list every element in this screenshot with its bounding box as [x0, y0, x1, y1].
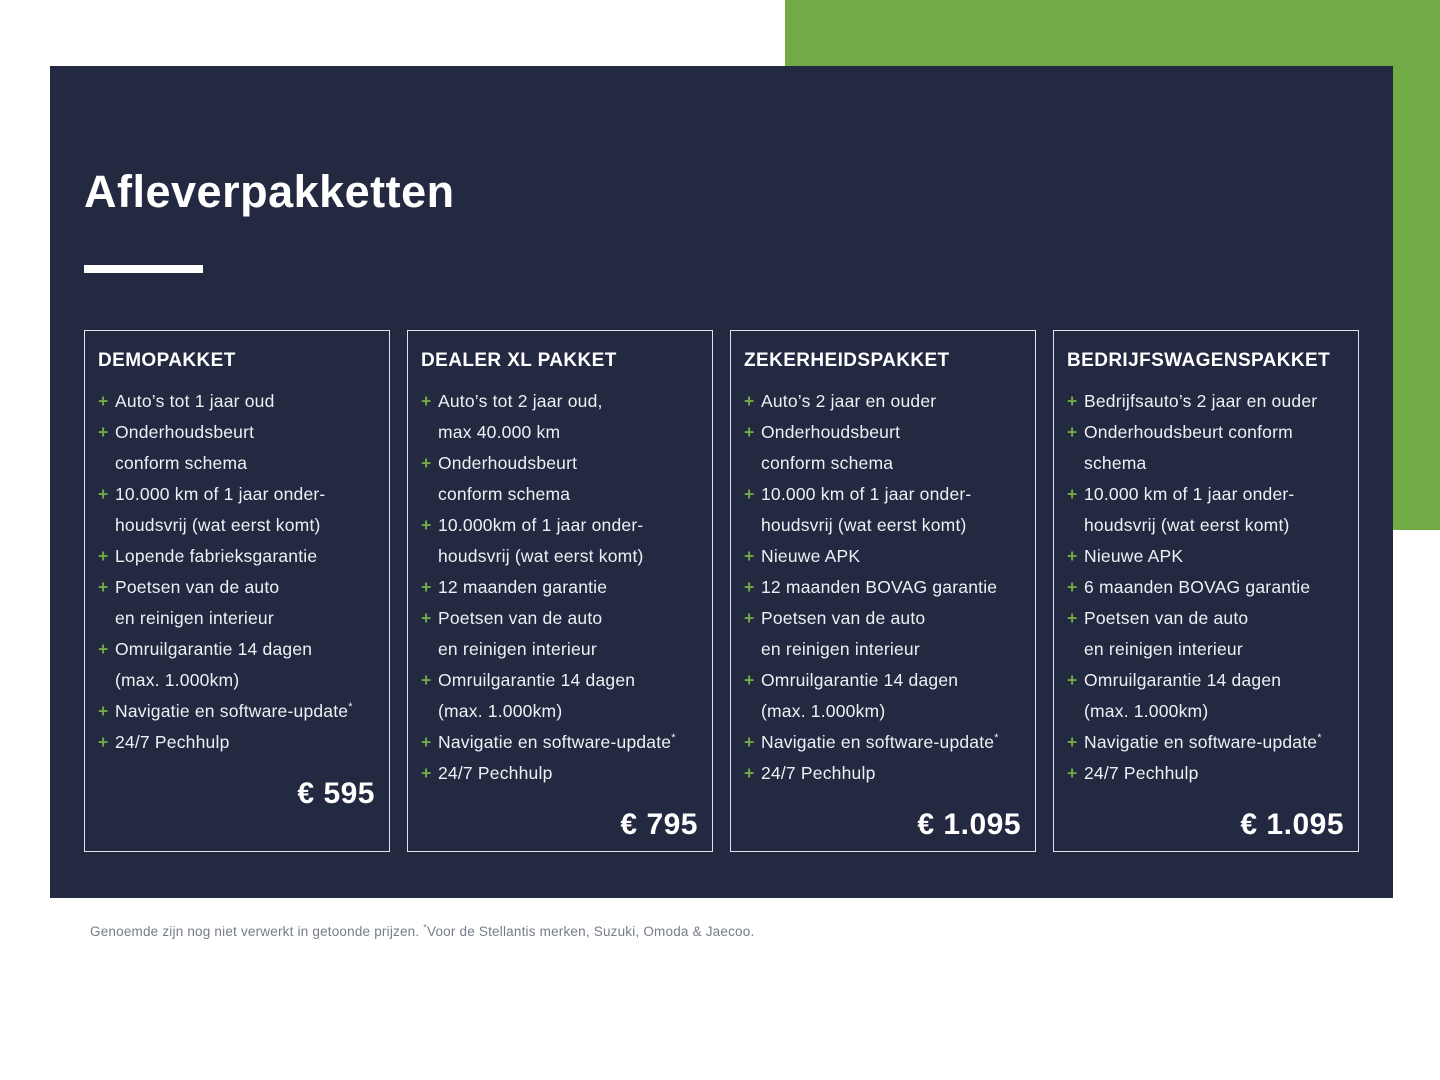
feature-text: Onderhoudsbeurt: [438, 453, 578, 473]
feature-text: (max. 1.000km): [1084, 701, 1209, 721]
feature-text: en reinigen interieur: [115, 608, 274, 628]
feature-item: [98, 634, 375, 665]
feature-list: [1067, 386, 1344, 789]
package-price: € 795: [620, 808, 698, 841]
feature-text: Omruilgarantie 14 dagen: [438, 670, 636, 690]
feature-text: schema: [1084, 453, 1147, 473]
plus-icon: +: [1067, 546, 1078, 566]
plus-icon: +: [98, 701, 109, 721]
feature-text: Navigatie en software-update*: [115, 701, 353, 721]
feature-item: [98, 572, 375, 603]
plus-icon: +: [744, 391, 755, 411]
plus-icon: +: [98, 577, 109, 597]
feature-text: conform schema: [438, 484, 571, 504]
plus-icon: +: [98, 391, 109, 411]
plus-spacer: [1067, 448, 1084, 479]
feature-text: 10.000km of 1 jaar onder-: [438, 515, 644, 535]
package-price: € 595: [297, 777, 375, 810]
feature-item: [1067, 727, 1344, 758]
feature-item-continuation: [744, 634, 1021, 665]
feature-text: (max. 1.000km): [761, 701, 886, 721]
plus-icon: +: [421, 670, 432, 690]
feature-item: [744, 541, 1021, 572]
feature-item: [421, 665, 698, 696]
feature-item: [744, 572, 1021, 603]
plus-icon: +: [1067, 391, 1078, 411]
plus-icon: +: [744, 608, 755, 628]
feature-item: [421, 603, 698, 634]
feature-text: 10.000 km of 1 jaar onder-: [115, 484, 326, 504]
feature-text: 6 maanden BOVAG garantie: [1084, 577, 1311, 597]
feature-text: en reinigen interieur: [761, 639, 920, 659]
package-title: DEALER XL PAKKET: [421, 350, 617, 371]
plus-icon: +: [1067, 608, 1078, 628]
feature-item: [421, 727, 698, 758]
feature-text: Navigatie en software-update*: [438, 732, 676, 752]
plus-icon: +: [98, 639, 109, 659]
feature-item: [1067, 386, 1344, 417]
package-title: DEMOPAKKET: [98, 350, 236, 371]
feature-item: [421, 510, 698, 541]
plus-spacer: [421, 417, 438, 448]
title-underline: [84, 265, 203, 273]
feature-text: Auto’s tot 2 jaar oud,: [438, 391, 603, 411]
feature-item: [744, 386, 1021, 417]
feature-item: [744, 603, 1021, 634]
feature-text: 24/7 Pechhulp: [761, 763, 876, 783]
feature-item: [98, 417, 375, 448]
plus-icon: +: [421, 732, 432, 752]
feature-item: [421, 448, 698, 479]
feature-text: Omruilgarantie 14 dagen: [761, 670, 959, 690]
feature-text: Lopende fabrieksgarantie: [115, 546, 318, 566]
plus-icon: +: [421, 577, 432, 597]
plus-spacer: [421, 541, 438, 572]
package-price: € 1.095: [1240, 808, 1344, 841]
feature-item: [744, 758, 1021, 789]
feature-item: [98, 696, 375, 727]
plus-icon: +: [1067, 577, 1078, 597]
feature-item: [98, 727, 375, 758]
feature-item: [1067, 417, 1344, 448]
feature-text: Navigatie en software-update*: [1084, 732, 1322, 752]
feature-item-continuation: [421, 417, 698, 448]
feature-text: en reinigen interieur: [438, 639, 597, 659]
feature-item: [1067, 572, 1344, 603]
plus-spacer: [1067, 696, 1084, 727]
feature-item: [421, 386, 698, 417]
feature-item: [744, 665, 1021, 696]
plus-spacer: [1067, 510, 1084, 541]
package-price: € 1.095: [917, 808, 1021, 841]
package-title: ZEKERHEIDSPAKKET: [744, 350, 950, 371]
plus-icon: +: [744, 670, 755, 690]
feature-item-continuation: [421, 541, 698, 572]
feature-item-continuation: [1067, 696, 1344, 727]
feature-text: Omruilgarantie 14 dagen: [1084, 670, 1282, 690]
plus-spacer: [98, 665, 115, 696]
plus-icon: +: [1067, 422, 1078, 442]
feature-item-continuation: [421, 479, 698, 510]
feature-text: Nieuwe APK: [1084, 546, 1184, 566]
feature-text: 24/7 Pechhulp: [115, 732, 230, 752]
feature-text: houdsvrij (wat eerst komt): [438, 546, 644, 566]
plus-spacer: [421, 696, 438, 727]
plus-spacer: [421, 634, 438, 665]
package-card: [407, 330, 713, 852]
feature-text: Poetsen van de auto: [438, 608, 603, 628]
feature-text: houdsvrij (wat eerst komt): [761, 515, 967, 535]
plus-spacer: [421, 479, 438, 510]
feature-text: conform schema: [761, 453, 894, 473]
content-panel: [50, 66, 1393, 898]
feature-list: [421, 386, 698, 789]
feature-item: [744, 727, 1021, 758]
plus-icon: +: [421, 453, 432, 473]
feature-list: [744, 386, 1021, 789]
feature-text: Navigatie en software-update*: [761, 732, 999, 752]
plus-icon: +: [421, 608, 432, 628]
feature-text: Onderhoudsbeurt conform: [1084, 422, 1293, 442]
plus-icon: +: [744, 422, 755, 442]
feature-item: [421, 758, 698, 789]
feature-text: en reinigen interieur: [1084, 639, 1243, 659]
feature-item: [744, 479, 1021, 510]
plus-spacer: [744, 510, 761, 541]
plus-icon: +: [744, 577, 755, 597]
feature-text: 12 maanden garantie: [438, 577, 608, 597]
feature-text: max 40.000 km: [438, 422, 561, 442]
package-card: [730, 330, 1036, 852]
feature-item-continuation: [744, 696, 1021, 727]
feature-text: Onderhoudsbeurt: [761, 422, 901, 442]
footnote-text-1: Genoemde zijn nog niet verwerkt in getoonde prijzen.: [90, 924, 424, 939]
feature-item-continuation: [98, 510, 375, 541]
feature-item-continuation: [1067, 510, 1344, 541]
feature-text: Onderhoudsbeurt: [115, 422, 255, 442]
feature-item-continuation: [744, 510, 1021, 541]
feature-item: [421, 572, 698, 603]
feature-item-continuation: [98, 603, 375, 634]
plus-icon: +: [98, 484, 109, 504]
plus-icon: +: [744, 546, 755, 566]
feature-text: 12 maanden BOVAG garantie: [761, 577, 998, 597]
plus-spacer: [744, 448, 761, 479]
feature-item: [1067, 758, 1344, 789]
asterisk-marker: *: [348, 701, 353, 714]
feature-text: 10.000 km of 1 jaar onder-: [1084, 484, 1295, 504]
plus-icon: +: [1067, 484, 1078, 504]
feature-item: [1067, 479, 1344, 510]
asterisk-marker: *: [994, 732, 999, 745]
plus-icon: +: [744, 484, 755, 504]
plus-icon: +: [1067, 763, 1078, 783]
feature-item-continuation: [421, 696, 698, 727]
plus-icon: +: [1067, 732, 1078, 752]
feature-item: [1067, 665, 1344, 696]
feature-item-continuation: [98, 448, 375, 479]
feature-list: [98, 386, 375, 758]
plus-icon: +: [98, 546, 109, 566]
feature-text: Auto’s tot 1 jaar oud: [115, 391, 275, 411]
plus-icon: +: [98, 422, 109, 442]
plus-icon: +: [421, 391, 432, 411]
feature-text: Poetsen van de auto: [1084, 608, 1249, 628]
feature-text: 24/7 Pechhulp: [1084, 763, 1199, 783]
package-card: [84, 330, 390, 852]
feature-item: [98, 479, 375, 510]
asterisk-marker: *: [1317, 732, 1322, 745]
package-title: BEDRIJFSWAGENSPAKKET: [1067, 350, 1331, 371]
feature-item: [98, 541, 375, 572]
feature-item-continuation: [1067, 448, 1344, 479]
feature-item: [1067, 603, 1344, 634]
feature-item-continuation: [1067, 634, 1344, 665]
package-cards: [84, 330, 1359, 852]
feature-text: Omruilgarantie 14 dagen: [115, 639, 313, 659]
plus-icon: +: [744, 732, 755, 752]
feature-text: houdsvrij (wat eerst komt): [1084, 515, 1290, 535]
feature-text: (max. 1.000km): [115, 670, 240, 690]
plus-icon: +: [744, 763, 755, 783]
feature-item: [1067, 541, 1344, 572]
feature-item-continuation: [421, 634, 698, 665]
plus-icon: +: [421, 515, 432, 535]
feature-item-continuation: [98, 665, 375, 696]
feature-text: Poetsen van de auto: [115, 577, 280, 597]
plus-spacer: [744, 634, 761, 665]
plus-icon: +: [98, 732, 109, 752]
plus-spacer: [98, 603, 115, 634]
feature-text: Auto’s 2 jaar en ouder: [761, 391, 937, 411]
feature-text: Nieuwe APK: [761, 546, 861, 566]
feature-item-continuation: [744, 448, 1021, 479]
feature-item: [98, 386, 375, 417]
feature-text: (max. 1.000km): [438, 701, 563, 721]
footnote-text-2: Voor de Stellantis merken, Suzuki, Omoda & Jaecoo.: [427, 924, 755, 939]
footnote-asterisk: *: [423, 922, 427, 933]
feature-text: 10.000 km of 1 jaar onder-: [761, 484, 972, 504]
plus-spacer: [98, 448, 115, 479]
plus-spacer: [98, 510, 115, 541]
plus-icon: +: [1067, 670, 1078, 690]
asterisk-marker: *: [671, 732, 676, 745]
feature-text: 24/7 Pechhulp: [438, 763, 553, 783]
feature-text: conform schema: [115, 453, 248, 473]
feature-text: Bedrijfsauto’s 2 jaar en ouder: [1084, 391, 1318, 411]
footnote: [90, 924, 754, 939]
page-title: Afleverpakketten: [84, 166, 455, 217]
plus-spacer: [1067, 634, 1084, 665]
package-card: [1053, 330, 1359, 852]
plus-spacer: [744, 696, 761, 727]
feature-text: Poetsen van de auto: [761, 608, 926, 628]
plus-icon: +: [421, 763, 432, 783]
feature-text: houdsvrij (wat eerst komt): [115, 515, 321, 535]
feature-item: [744, 417, 1021, 448]
